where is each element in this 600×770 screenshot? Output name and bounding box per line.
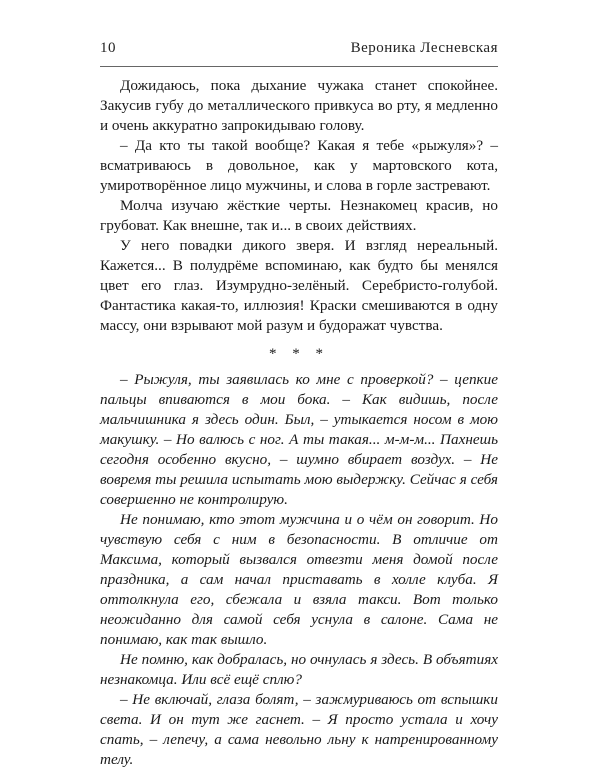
paragraph: – Да кто ты такой вообще? Какая я тебе «рыжуля»? – всматриваюсь в довольное, как у мартовского кота, умиротворённое лицо мужчины, и слова в горле застревают. xyxy=(100,137,498,194)
italic-paragraph: – Рыжуля, ты заявилась ко мне с проверкой? – цепкие пальцы впиваются в мои бока. – Как видишь, после мальчишника я здесь один. Был, – утыкается носом в мою макушку. – Но валюсь с ног. А ты такая... м-м-м... Пахнешь сегодня особенно вкусно, – шумно вбирает воздух. – Не вовремя ты решила испытать мою выдержку. Сейчас я себя совершенно не контролирую. xyxy=(100,371,498,508)
paragraph: Дожидаюсь, пока дыхание чужака станет спокойнее. Закусив губу до металлического привкуса во рту, я медленно и очень аккуратно запрокидываю голову. xyxy=(100,77,498,134)
page-header xyxy=(100,40,498,64)
italic-paragraph: Не понимаю, кто этот мужчина и о чём он говорит. Но чувствую себя с ним в безопасности. В отличие от Максима, который вызвался отвезти меня домой после праздника, а сам начал приставать в холле клуба. Я оттолкнула его, сбежала и взяла такси. Вот только неожиданно для самой себя уснула в салоне. Сама не понимаю, как так вышло. xyxy=(100,511,498,648)
page-body xyxy=(100,76,498,770)
italic-paragraph: – Не включай, глаза болят, – зажмуриваюсь от вспышки света. И он тут же гаснет. – Я просто устала и хочу спать, – лепечу, а сама невольно льну к натренированному телу. xyxy=(100,691,498,768)
header-divider xyxy=(100,66,498,67)
page-number: 10 xyxy=(100,40,116,56)
paragraph: У него повадки дикого зверя. И взгляд нереальный. Кажется... В полудрёме вспоминаю, как будто бы менялся цвет его глаз. Изумрудно-зелёный. Серебристо-голубой. Фантастика какая-то, иллюзия! Краски смешиваются в одну массу, они взрывают мой разум и будоражат чувства. xyxy=(100,237,498,334)
section-break: * * * xyxy=(269,346,329,362)
italic-paragraph: Не помню, как добралась, но очнулась я здесь. В объятиях незнакомца. Или всё ещё сплю? xyxy=(100,651,498,688)
running-title: Вероника Лесневская xyxy=(350,40,498,56)
paragraph: Молча изучаю жёсткие черты. Незнакомец красив, но грубоват. Как внешне, так и... в своих действиях. xyxy=(100,197,498,234)
